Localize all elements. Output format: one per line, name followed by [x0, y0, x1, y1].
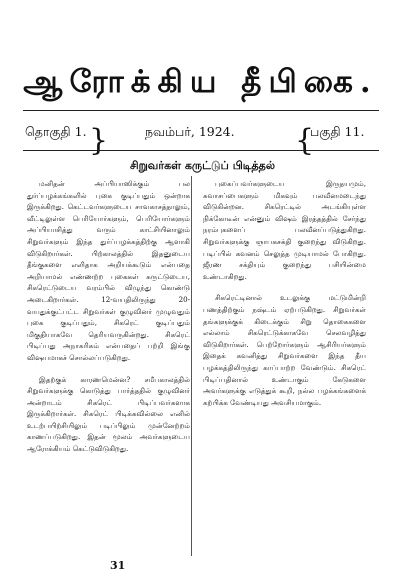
- article-column-left: [27, 178, 190, 465]
- issue-date: நவம்பர், 1924.: [145, 124, 235, 139]
- article-paragraph: மனிதன் அப்பியாஸிக்கும் பல துர்ப்பழக்கங்களில் புகை குடிப்பதும் ஒன்றாக இருக்கிறது. கெட்டவர்களுடைய சாவகாசத்தாலும், வீட்டிலுள்ள பெரியோர்களும், பெரியோர்களும் அப்பியாசித்து வரும் காட்சியினாலும் சிறுவர்களும் இந்த துர்ப்பழக்கத்திற்கு ஆளாகி விடுகிறார்கள். பிற்காலத்தில் இதனுடைய தீங்குகளை எளிதாக அறியக்கூடும் என்பதை அறியாமல் எண்ணற்ற புகைகள் கருட்டுடைய, சிகரெட்டுடைய வரம்பில் விழுந்து கொண்டு அடைகிறார்கள். 12-வயதிலிருந்து 20-வயதுக்குட்பட்ட சிறுவர்கள் குழுவினர் முழுவதும் புகை குடிப்பதும், சிகரெட் குடிப்பதும் மிகுதியாகவே தெரியவருகின்றது. சிகரெட் பிடிப்பது அநாகரிகம் என்பதைப் பற்றி இங்கு விஷயமாகச் சொல்லப்படுகிறது.: [27, 179, 190, 362]
- top-rule: [23, 110, 379, 111]
- article-paragraph: சிகரெட்டினால் உடலுக்கு மட்டுமின்றி பணத்திற்கும் நஷ்டம் ஏற்படுகிறது. சிறுவர்கள் தங்களுக்குக் கிடைக்கும் சிறு தொகைகளை எல்லாம் சிகரெட்டுக்காகவே செலவழித்து விடுகிறார்கள். பெற்றோர்களும் ஆசிரியர்களும் இதைக் கவனித்து சிறுவர்களை இந்த தீய பழக்கத்திலிருந்து காப்பாற்ற வேண்டும். சிகரெட் பிடிப்பதினால் உண்டாகும் கேடுகளை அவர்களுக்கு எடுத்துக் கூறி, நல்ல பழக்கங்களைக் கற்பிக்க வேண்டியது அவசியமாகும்.: [203, 293, 366, 407]
- masthead-title: ஆரோக்கிய தீபிகை.: [23, 64, 378, 100]
- page-number: 31: [110, 559, 126, 572]
- volume-label: தொகுதி 1.: [25, 124, 87, 139]
- column-divider: [191, 176, 192, 556]
- article-title: சிறுவர்கள் கருட்டுப் பிடித்தல்: [130, 159, 275, 172]
- article-paragraph: இதற்குக் காரணமென்ன? சமீபகாலத்தில் சிறுவர்களுக்கு கொடுத்து பார்த்ததில் குழுவினர் அன்றாடம் சிகரெட் பிடிப்பவர்களாக இருக்கிறார்கள். சிகரெட் பிடிக்கவில்லை எனில் உடற்பயிற்சியிலும் படிப்பிலும் முன்னேற்றம் காணப்படுகிறது. இதன் மூலம் அவர்களுடைய ஆரோக்கியம் கெட்டுவிடுகிறது.: [27, 374, 190, 454]
- issue-bar: [25, 118, 377, 158]
- brace-right: {: [295, 123, 315, 158]
- brace-left: }: [89, 123, 109, 158]
- article-paragraph: புகைப்பவர்களுடைய இருதயமும், சுவாசப்பைகளும் மிகவும் பலவீனமடைந்து விடுகின்றன. சிகரெட்டில் அடங்கியுள்ள நிக்கோடீன் என்னும் விஷம் இரத்தத்தில் சேர்ந்து நரம்புகளைப் பலவீனப்படுத்துகிறது. சிறுவர்களுக்கு ஞாபகசக்தி குறைந்து விடுகிறது. படிப்பில் கவனம் செலுத்த முடியாமல் போகிறது. ஜீரண சக்தியும் குறைந்து பசியின்மை உண்டாகிறது.: [203, 179, 366, 281]
- bottom-rule: [23, 150, 379, 151]
- article-column-right: [203, 178, 366, 418]
- part-label: பகுதி 11.: [310, 124, 365, 139]
